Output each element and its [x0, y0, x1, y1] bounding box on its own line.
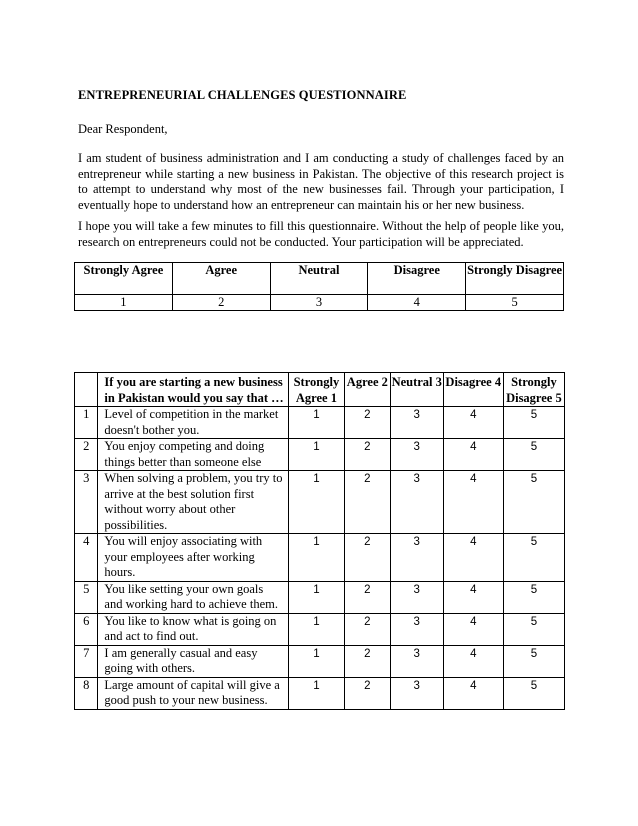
scale-value: 1: [75, 295, 173, 311]
table-row: [75, 677, 565, 709]
document-title: ENTREPRENEURIAL CHALLENGES QUESTIONNAIRE: [78, 88, 407, 102]
question-text: When solving a problem, you try to arrive at the best solution first without worry about other possibilities.: [98, 471, 288, 534]
rating-option[interactable]: 2: [344, 677, 390, 709]
question-text: You like to know what is going on and act to find out.: [98, 613, 288, 645]
questionnaire-table: [74, 372, 565, 710]
rating-option[interactable]: 4: [443, 613, 503, 645]
scale-header-strongly-disagree: Strongly Disagree: [466, 263, 564, 295]
question-number: 5: [75, 581, 98, 613]
intro-paragraph: I am student of business administration and I am conducting a study of challenges faced by an entrepreneur while starting a new business in Pakistan. The objective of this research project is to attempt to understand why most of the new businesses fail. Through your participation, I eventually hope to understand how an entrepreneur can maintain his or her new business.: [78, 151, 564, 212]
question-number: 1: [75, 407, 98, 439]
rating-option[interactable]: 1: [288, 581, 344, 613]
table-row: [75, 645, 565, 677]
rating-option[interactable]: 1: [288, 534, 344, 582]
question-number: 7: [75, 645, 98, 677]
question-number: 2: [75, 439, 98, 471]
table-row: [75, 613, 565, 645]
scale-header-agree: Agree: [172, 263, 270, 295]
rating-option[interactable]: 3: [390, 581, 443, 613]
question-text: You like setting your own goals and working hard to achieve them.: [98, 581, 288, 613]
rating-option[interactable]: 1: [288, 407, 344, 439]
rating-scale-table: [74, 262, 564, 311]
rating-option[interactable]: 1: [288, 645, 344, 677]
rating-option[interactable]: 5: [503, 534, 564, 582]
scale-value: 4: [368, 295, 466, 311]
rating-option[interactable]: 3: [390, 407, 443, 439]
option-header-agree: Agree 2: [344, 373, 390, 407]
rating-option[interactable]: 4: [443, 439, 503, 471]
table-row: [75, 581, 565, 613]
question-number: 4: [75, 534, 98, 582]
rating-option[interactable]: 2: [344, 439, 390, 471]
scale-value: 3: [270, 295, 368, 311]
scale-value: 5: [466, 295, 564, 311]
option-header-disagree: Disagree 4: [443, 373, 503, 407]
rating-option[interactable]: 5: [503, 613, 564, 645]
question-header-row: [75, 373, 565, 407]
option-header-strongly-agree: Strongly Agree 1: [288, 373, 344, 407]
rating-option[interactable]: 2: [344, 407, 390, 439]
question-number: 6: [75, 613, 98, 645]
question-text: I am generally casual and easy going with others.: [98, 645, 288, 677]
question-text: Level of competition in the market doesn't bother you.: [98, 407, 288, 439]
rating-option[interactable]: 4: [443, 534, 503, 582]
rating-option[interactable]: 3: [390, 534, 443, 582]
table-row: [75, 471, 565, 534]
rating-option[interactable]: 2: [344, 645, 390, 677]
question-number: 8: [75, 677, 98, 709]
rating-option[interactable]: 4: [443, 581, 503, 613]
scale-header-disagree: Disagree: [368, 263, 466, 295]
rating-option[interactable]: 5: [503, 581, 564, 613]
rating-option[interactable]: 5: [503, 439, 564, 471]
scale-value: 2: [172, 295, 270, 311]
scale-header-row: [75, 263, 564, 295]
rating-option[interactable]: 2: [344, 471, 390, 534]
question-text: Large amount of capital will give a good push to your new business.: [98, 677, 288, 709]
rating-option[interactable]: 3: [390, 613, 443, 645]
rating-option[interactable]: 3: [390, 645, 443, 677]
question-rows: [75, 407, 565, 710]
rating-option[interactable]: 5: [503, 471, 564, 534]
greeting: Dear Respondent,: [78, 122, 168, 136]
rating-option[interactable]: 1: [288, 439, 344, 471]
rating-option[interactable]: 1: [288, 677, 344, 709]
scale-header-strongly-agree: Strongly Agree: [75, 263, 173, 295]
rating-option[interactable]: 5: [503, 407, 564, 439]
scale-header-neutral: Neutral: [270, 263, 368, 295]
rating-option[interactable]: 4: [443, 645, 503, 677]
rating-option[interactable]: 4: [443, 407, 503, 439]
rating-option[interactable]: 3: [390, 471, 443, 534]
rating-option[interactable]: 4: [443, 471, 503, 534]
question-text: You enjoy competing and doing things better than someone else: [98, 439, 288, 471]
rating-option[interactable]: 2: [344, 581, 390, 613]
rating-option[interactable]: 5: [503, 645, 564, 677]
number-header: [75, 373, 98, 407]
rating-option[interactable]: 1: [288, 471, 344, 534]
table-row: [75, 534, 565, 582]
rating-option[interactable]: 5: [503, 677, 564, 709]
rating-option[interactable]: 1: [288, 613, 344, 645]
table-row: [75, 407, 565, 439]
rating-option[interactable]: 3: [390, 677, 443, 709]
rating-option[interactable]: 3: [390, 439, 443, 471]
option-header-neutral: Neutral 3: [390, 373, 443, 407]
rating-option[interactable]: 2: [344, 613, 390, 645]
request-paragraph: I hope you will take a few minutes to fill this questionnaire. Without the help of people like you, research on entrepreneurs could not be conducted. Your participation will be appreciated.: [78, 219, 564, 249]
question-text: You will enjoy associating with your employees after working hours.: [98, 534, 288, 582]
table-row: [75, 439, 565, 471]
rating-option[interactable]: 4: [443, 677, 503, 709]
scale-value-row: [75, 295, 564, 311]
option-header-strongly-disagree: Strongly Disagree 5: [503, 373, 564, 407]
question-number: 3: [75, 471, 98, 534]
question-header: If you are starting a new business in Pakistan would you say that …: [98, 373, 288, 407]
rating-option[interactable]: 2: [344, 534, 390, 582]
